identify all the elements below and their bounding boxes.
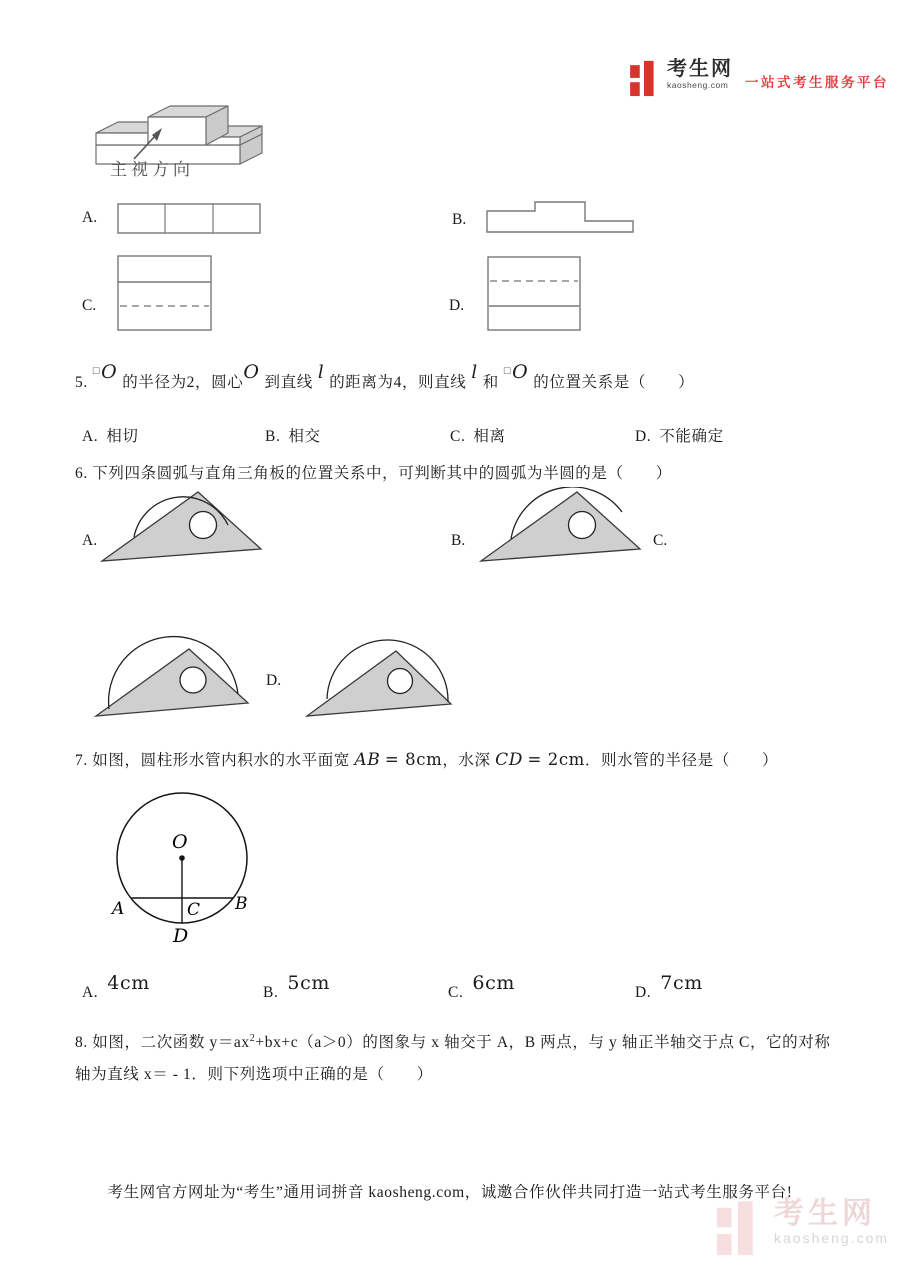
label-C: C [187, 900, 201, 920]
q6-text: 6. 下列四条圆弧与直角三角板的位置关系中，可判断其中的圆弧为半圆的是（ ） [75, 465, 672, 482]
label-B: B [235, 894, 248, 914]
label-D: D [173, 925, 189, 947]
q8-text-line2: 轴为直线 x＝ - 1．则下列选项中正确的是（ ） [75, 1066, 433, 1083]
q8-text-line1: 8. 如图，二次函数 $y=ax^2+bx+c(a>0)$的图象与 x 轴交于 A，B 两点，与 y 轴正半轴交于点 C，它的对称 [75, 1033, 831, 1052]
set-square-triangle [102, 492, 261, 561]
q4-option-c-label: C. [82, 297, 97, 314]
label-A: A [112, 899, 125, 919]
brand-domain: kaosheng.com [667, 80, 729, 90]
q7-option-d: D. 7cm [635, 972, 703, 1001]
circle-symbol: □ [92, 365, 101, 377]
q6-option-a-label: A. [82, 532, 98, 549]
q4-option-a-figure [117, 203, 261, 234]
kaosheng-watermark-icon [712, 1198, 764, 1260]
q6-option-b-label: B. [451, 532, 466, 549]
kaosheng-logo-icon [628, 58, 660, 100]
q5-text: 5.□O 的半径为2，圆心O 到直线 l 的距离为4，则直线 l 和□O 的位置关系是（ ） [75, 361, 695, 391]
brand-name: 考生网 [667, 58, 733, 80]
q6-option-d-figure [303, 628, 455, 724]
q4-option-d-label: D. [449, 297, 465, 314]
q4-option-a-label: A. [82, 209, 98, 226]
q6-option-a-figure [98, 487, 270, 569]
math-CD: CD [495, 750, 523, 770]
q7-text: 7. 如图，圆柱形水管内积水的水平面宽 AB = 8cm，水深 CD = 2cm．则水管的半径是（ ） [75, 750, 779, 770]
q5-option-c: C. 相离 [450, 428, 506, 445]
q6-option-b-figure [477, 487, 649, 569]
brand-text [667, 58, 733, 90]
q6-option-d-label: D. [266, 672, 282, 689]
q4-figure-caption: 主视方向 [110, 160, 194, 179]
q4-option-b-label: B. [452, 211, 467, 228]
q5-number: 5. [75, 374, 88, 391]
set-square-triangle [96, 649, 248, 716]
kaosheng-header-logo [628, 58, 889, 100]
q4-option-b-figure [484, 197, 636, 235]
label-O: O [172, 831, 188, 853]
q7-option-a: A. 4cm [82, 972, 150, 1001]
q5-option-b: B. 相交 [265, 428, 321, 445]
watermark-text [774, 1198, 889, 1246]
triangle-hole [190, 512, 217, 539]
kaosheng-watermark-logo [712, 1198, 889, 1260]
q7-circle-figure [94, 785, 266, 957]
circle-symbol: □ [503, 365, 512, 377]
triangle-hole [569, 512, 596, 539]
q4-option-c-figure [117, 255, 212, 331]
q4-option-d-figure [487, 256, 581, 331]
q7-option-c: C. 6cm [448, 972, 515, 1001]
set-square-triangle [481, 492, 640, 561]
watermark-brand-domain: kaosheng.com [774, 1230, 890, 1246]
footer-text: 考生网官方网址为“考生”通用词拼音 kaosheng.com，诚邀合作伙伴共同打造一站式考生服务平台! [107, 1184, 793, 1201]
q5-option-a: A. 相切 [82, 428, 139, 445]
q5-option-d: D. 不能确定 [635, 428, 724, 445]
q7-option-b: B. 5cm [263, 972, 330, 1001]
triangle-hole [388, 669, 413, 694]
brand-tagline: 一站式考生服务平台 [745, 75, 889, 90]
q6-option-c-figure [92, 624, 254, 724]
triangle-hole [180, 667, 206, 693]
q6-option-c-label: C. [653, 532, 668, 549]
math-AB: AB [354, 750, 381, 770]
watermark-brand-name: 考生网 [774, 1197, 876, 1230]
